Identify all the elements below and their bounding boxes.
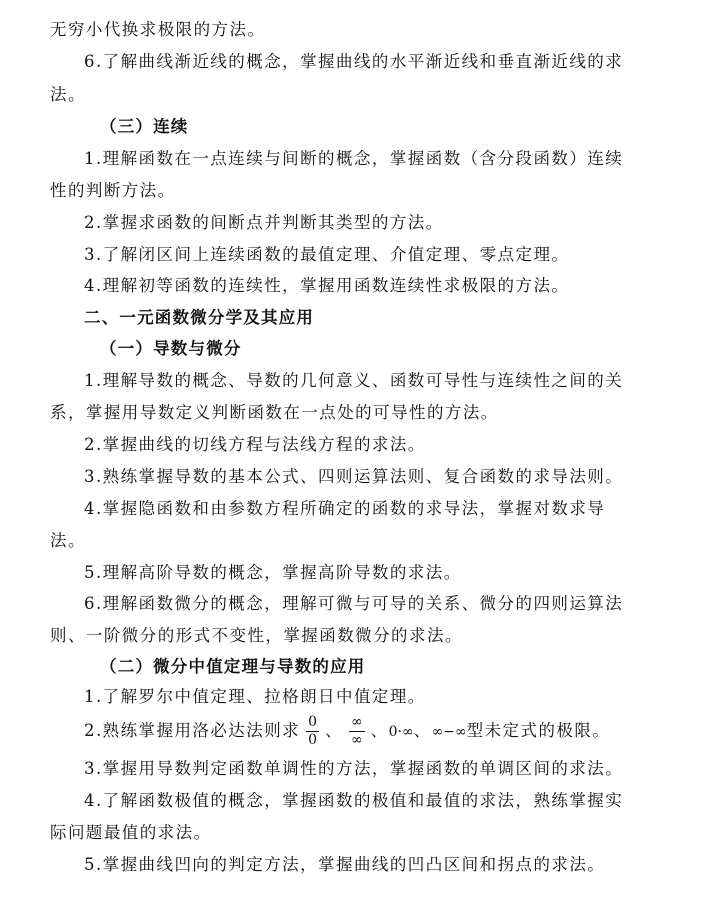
paragraph-line: 4.掌握隐函数和由参数方程所确定的函数的求导法，掌握对数求导	[84, 499, 606, 518]
separator: 、	[370, 721, 389, 740]
fraction-zero-over-zero	[306, 714, 319, 749]
paragraph-line: 1.理解函数在一点连续与间断的概念，掌握函数（含分段函数）连续	[84, 149, 624, 168]
paragraph-line: 1.了解罗尔中值定理、拉格朗日中值定理。	[84, 687, 426, 706]
fraction-denominator: ∞	[350, 732, 363, 748]
fraction-numerator: ∞	[350, 714, 363, 730]
chapter-heading: 二、一元函数微分学及其应用	[84, 308, 315, 327]
formula-prefix: 2.熟练掌握用洛必达法则求	[84, 721, 301, 740]
paragraph-line-with-formula	[0, 713, 718, 749]
math-expression: ∞−∞	[431, 724, 467, 740]
paragraph-line: 法。	[50, 531, 86, 550]
section-heading: （三）连续	[100, 117, 189, 136]
fraction-denominator: 0	[308, 732, 318, 748]
paragraph-line: 系，掌握用导数定义判断函数在一点处的可导性的方法。	[50, 403, 499, 422]
separator: 、	[325, 721, 343, 740]
formula-suffix: 型未定式的极限。	[466, 721, 611, 740]
paragraph-line: 法。	[50, 85, 86, 104]
paragraph-line: 2.掌握曲线的切线方程与法线方程的求法。	[84, 435, 426, 454]
paragraph-line: 4.理解初等函数的连续性，掌握用函数连续性求极限的方法。	[84, 276, 570, 295]
paragraph-line: 无穷小代换求极限的方法。	[50, 20, 266, 39]
paragraph-line: 5.理解高阶导数的概念，掌握高阶导数的求法。	[84, 563, 462, 582]
paragraph-line: 3.掌握用导数判定函数单调性的方法，掌握函数的单调区间的求法。	[84, 759, 624, 778]
fraction-infinity-over-infinity	[349, 714, 365, 749]
paragraph-line: 4.了解函数极值的概念，掌握函数的极值和最值的求法，熟练掌握实	[84, 791, 624, 810]
paragraph-line: 则、一阶微分的形式不变性，掌握函数微分的求法。	[50, 626, 463, 645]
paragraph-line: 6.理解函数微分的概念，理解可微与可导的关系、微分的四则运算法	[84, 594, 624, 613]
section-heading: （一）导数与微分	[100, 339, 242, 358]
paragraph-line: 5.掌握曲线凹向的判定方法，掌握曲线的凹凸区间和拐点的求法。	[84, 855, 606, 874]
paragraph-line: 2.掌握求函数的间断点并判断其类型的方法。	[84, 213, 444, 232]
paragraph-line: 3.熟练掌握导数的基本公式、四则运算法则、复合函数的求导法则。	[84, 467, 624, 486]
fraction-numerator: 0	[308, 714, 318, 730]
paragraph-line: 6.了解曲线渐近线的概念，掌握曲线的水平渐近线和垂直渐近线的求	[84, 52, 624, 71]
paragraph-line: 1.理解导数的概念、导数的几何意义、函数可导性与连续性之间的关	[84, 371, 624, 390]
paragraph-line: 际问题最值的求法。	[50, 823, 212, 842]
separator: 、	[413, 721, 432, 740]
paragraph-line: 性的判断方法。	[50, 181, 176, 200]
section-heading: （二）微分中值定理与导数的应用	[100, 657, 366, 676]
paragraph-line: 3.了解闭区间上连续函数的最值定理、介值定理、零点定理。	[84, 245, 570, 264]
math-expression: 0·∞	[388, 724, 414, 740]
